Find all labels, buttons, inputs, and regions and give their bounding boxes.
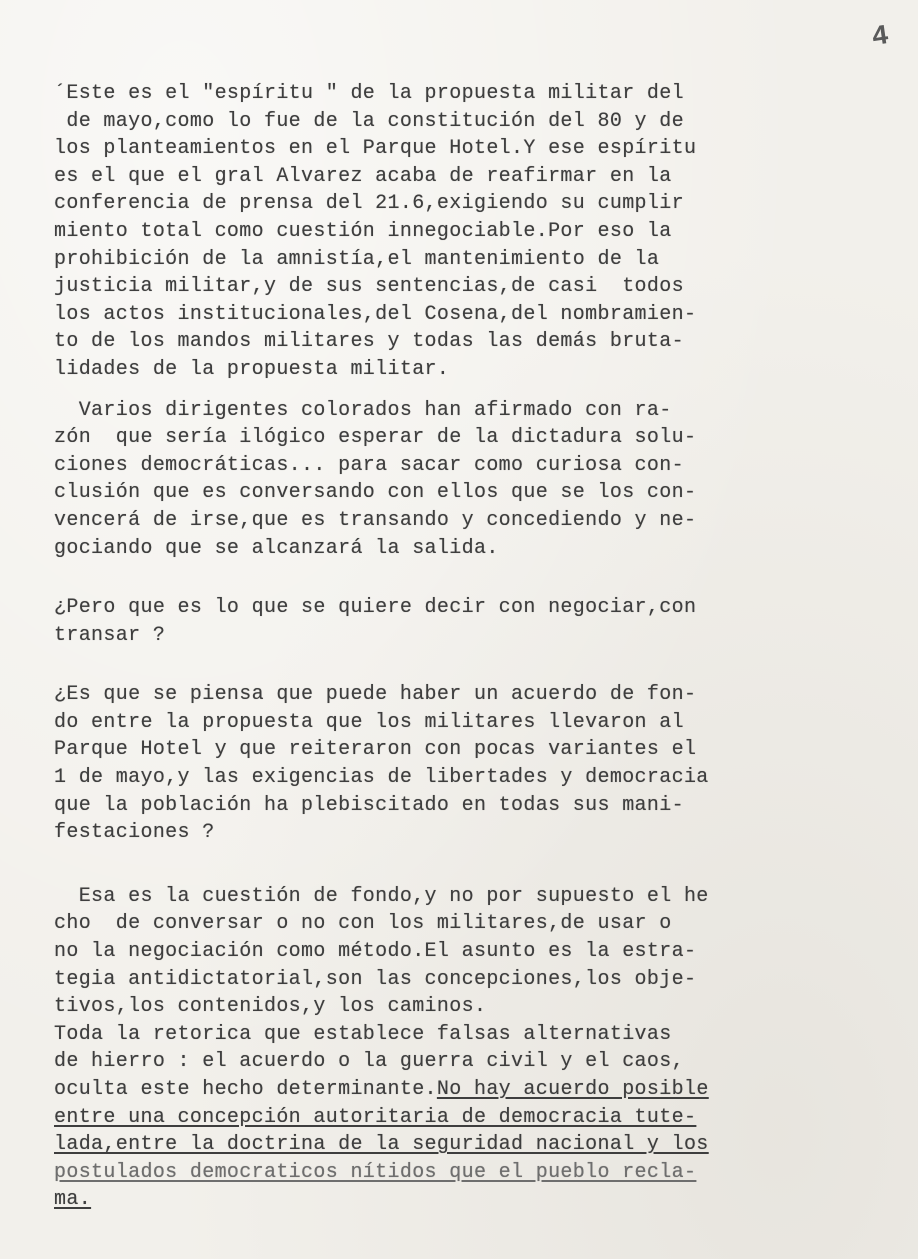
text-line: clusión que es conversando con ellos que se los con-	[54, 481, 697, 505]
text-line: justicia militar,y de sus sentencias,de casi todos	[54, 275, 684, 299]
text-line: vencerá de irse,que es transando y concediendo y ne-	[54, 508, 697, 532]
text-line: ¿Es que se piensa que puede haber un acuerdo de fon-	[54, 683, 697, 707]
text-line: no la negociación como método.El asunto es la estra-	[54, 940, 697, 964]
text-line: de mayo,como lo fue de la constitución del 80 y de	[54, 109, 684, 133]
text-line: to de los mandos militares y todas las demás bruta-	[54, 330, 684, 354]
text-line: tivos,los contenidos,y los caminos.	[54, 995, 487, 1019]
text-line: 1 de mayo,y las exigencias de libertades y democracia	[54, 766, 709, 790]
text-fragment: oculta este hecho determinante.	[54, 1078, 437, 1101]
text-line	[54, 1076, 844, 1104]
text-line: do entre la propuesta que los militares llevaron al	[54, 710, 684, 734]
underlined-line: entre una concepción autoritaria de democracia tute-	[54, 1105, 697, 1129]
text-line: Toda la retorica que establece falsas alternativas	[54, 1022, 672, 1046]
underlined-text: No hay acuerdo posible	[436, 1078, 709, 1101]
text-line: ´Este es el "espíritu " de la propuesta militar del	[54, 82, 684, 105]
text-line: gociando que se alcanzará la salida.	[54, 536, 499, 560]
underlined-line: postulados democraticos nítidos que el pueblo recla-	[54, 1160, 697, 1184]
text-line: cho de conversar o no con los militares,de usar o	[54, 912, 672, 936]
text-line: Parque Hotel y que reiteraron con pocas variantes el	[54, 738, 697, 762]
paragraph-5	[54, 883, 844, 1214]
text-line: es el que el gral Alvarez acaba de reafirmar en la	[54, 164, 672, 188]
paragraph-3	[54, 594, 844, 649]
text-line: Esa es la cuestión de fondo,y no por supuesto el he	[54, 884, 709, 908]
text-line: zón que sería ilógico esperar de la dictadura solu-	[54, 426, 697, 450]
document-body	[54, 80, 844, 1214]
text-line: lidades de la propuesta militar.	[54, 357, 450, 381]
text-line: prohibición de la amnistía,el mantenimiento de la	[54, 247, 660, 271]
paragraph-2	[54, 397, 844, 563]
text-line: Varios dirigentes colorados han afirmado con ra-	[54, 398, 672, 422]
text-line: festaciones ?	[54, 821, 215, 845]
text-line: tegia antidictatorial,son las concepciones,los obje-	[54, 967, 697, 991]
underlined-line: ma.	[54, 1188, 92, 1212]
text-line: los planteamientos en el Parque Hotel.Y ese espíritu	[54, 137, 697, 161]
text-line: ¿Pero que es lo que se quiere decir con negociar,con	[54, 596, 697, 620]
underlined-line: lada,entre la doctrina de la seguridad nacional y los	[54, 1133, 709, 1157]
text-line: transar ?	[54, 623, 166, 647]
text-line: ciones democráticas... para sacar como curiosa con-	[54, 453, 684, 477]
text-line: miento total como cuestión innegociable.Por eso la	[54, 219, 672, 243]
page-number: 4	[869, 20, 891, 55]
text-line: conferencia de prensa del 21.6,exigiendo su cumplir	[54, 192, 684, 216]
paragraph-4	[54, 681, 844, 847]
paragraph-1	[54, 80, 844, 384]
text-line: los actos institucionales,del Cosena,del nombramien-	[54, 302, 697, 326]
text-line: de hierro : el acuerdo o la guerra civil y el caos,	[54, 1050, 684, 1074]
text-line: que la población ha plebiscitado en todas sus mani-	[54, 793, 684, 817]
